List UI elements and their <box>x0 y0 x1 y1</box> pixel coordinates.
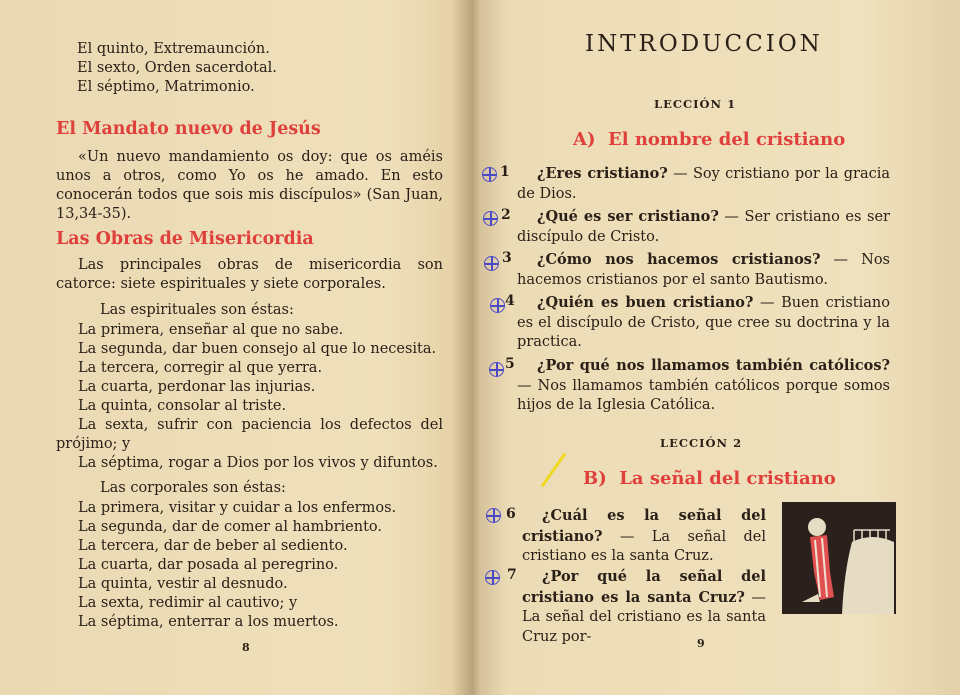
pen-mark-icon <box>489 362 504 377</box>
corporales-label: Las corporales son éstas: <box>100 480 286 496</box>
list-item: La sexta, sufrir con paciencia los defectos del prójimo; y <box>56 417 443 452</box>
list-item: El quinto, Extremaunción. <box>77 41 270 57</box>
question-number: 2 <box>501 207 511 223</box>
list-item: La séptima, enterrar a los muertos. <box>78 614 339 630</box>
question-number: 1 <box>500 164 510 180</box>
page-title: INTRODUCCION <box>585 31 823 57</box>
list-item: La segunda, dar buen consejo al que lo necesita. <box>78 341 437 357</box>
question-number: 5 <box>505 356 515 372</box>
corporales-list <box>56 499 443 632</box>
list-item: La segunda, dar de comer al hambriento. <box>78 519 382 535</box>
pen-mark-icon <box>484 256 499 271</box>
list-item: El sexto, Orden sacerdotal. <box>77 60 277 76</box>
answer-text: — Nos llamamos también católicos porque somos hijos de la Iglesia Católica. <box>517 377 890 413</box>
list-item: La sexta, redimir al cautivo; y <box>78 595 298 611</box>
answer-text: — La señal del cristiano es la santa Cruz por- <box>522 589 767 645</box>
question-text: ¿Qué es ser cristiano? <box>537 208 719 225</box>
question-text: ¿Quién es buen cristiano? <box>537 294 754 311</box>
question-1 <box>517 164 890 204</box>
heading-a: A) El nombre del cristiano <box>573 129 846 150</box>
pen-mark-icon <box>485 570 500 585</box>
mandato-paragraph: «Un nuevo mandamiento os doy: que os améis unos a otros, como Yo os he amado. En esto conocerán todos que sois mis discípulos» (San Juan, 13,34-35). <box>56 149 443 222</box>
question-4 <box>517 293 890 353</box>
question-number: 7 <box>507 567 517 583</box>
question-number: 3 <box>502 250 512 266</box>
answer-text: — Ser cristiano es ser discípulo de Cristo. <box>517 209 890 245</box>
pen-mark-icon <box>482 167 497 182</box>
answer-text: — Soy cristiano por la gracia de Dios. <box>517 166 890 202</box>
lesson-2-label: LECCIÓN 2 <box>660 436 743 450</box>
question-2 <box>517 207 890 247</box>
page-number-left: 8 <box>242 641 250 654</box>
heading-mandato: El Mandato nuevo de Jesús <box>56 119 321 139</box>
highlighter-mark-icon <box>541 453 566 487</box>
list-item: La cuarta, perdonar las injurias. <box>78 379 316 395</box>
pen-mark-icon <box>490 298 505 313</box>
question-text: ¿Cuál es la señal del cristiano? <box>522 507 766 545</box>
answer-text: — Buen cristiano es el discípulo de Cristo, que cree su doctrina y la practica. <box>517 295 890 350</box>
question-3 <box>517 250 890 290</box>
lesson-1-label: LECCIÓN 1 <box>654 97 737 111</box>
list-item: La quinta, consolar al triste. <box>78 398 287 414</box>
list-item: La tercera, dar de beber al sediento. <box>78 538 348 554</box>
question-text: ¿Cómo nos hacemos cristianos? <box>537 251 821 268</box>
question-number: 4 <box>505 293 515 309</box>
pen-mark-icon <box>483 211 498 226</box>
heading-obras: Las Obras de Misericordia <box>56 229 314 249</box>
list-item: La quinta, vestir al desnudo. <box>78 576 288 592</box>
list-item: La tercera, corregir al que yerra. <box>78 360 323 376</box>
praying-child-illustration <box>782 502 896 614</box>
list-item: El séptimo, Matrimonio. <box>77 79 255 95</box>
question-7 <box>522 567 766 647</box>
question-text: ¿Por qué la señal del cristiano es la santa Cruz? <box>522 568 766 606</box>
question-text: ¿Eres cristiano? <box>537 165 668 182</box>
heading-b: B) La señal del cristiano <box>583 468 836 489</box>
pen-mark-icon <box>486 508 501 523</box>
question-6 <box>522 506 766 567</box>
espirituales-label: Las espirituales son éstas: <box>100 302 294 318</box>
list-item: La primera, visitar y cuidar a los enfermos. <box>78 500 397 516</box>
page-number-right: 9 <box>697 637 705 650</box>
question-text: ¿Por qué nos llamamos también católicos? <box>537 357 890 374</box>
list-item: La séptima, rogar a Dios por los vivos y difuntos. <box>78 455 438 471</box>
sacraments-list <box>77 40 277 97</box>
question-number: 6 <box>506 506 516 522</box>
list-item: La primera, enseñar al que no sabe. <box>78 322 344 338</box>
answer-text: — Nos hacemos cristianos por el santo Bautismo. <box>517 252 891 288</box>
obras-intro: Las principales obras de misericordia son catorce: siete espirituales y siete corporales. <box>56 257 443 292</box>
list-item: La cuarta, dar posada al peregrino. <box>78 557 339 573</box>
answer-text: — La señal del cristiano es la santa Cruz. <box>522 528 766 564</box>
espirituales-list <box>56 321 443 473</box>
question-5 <box>517 356 890 416</box>
